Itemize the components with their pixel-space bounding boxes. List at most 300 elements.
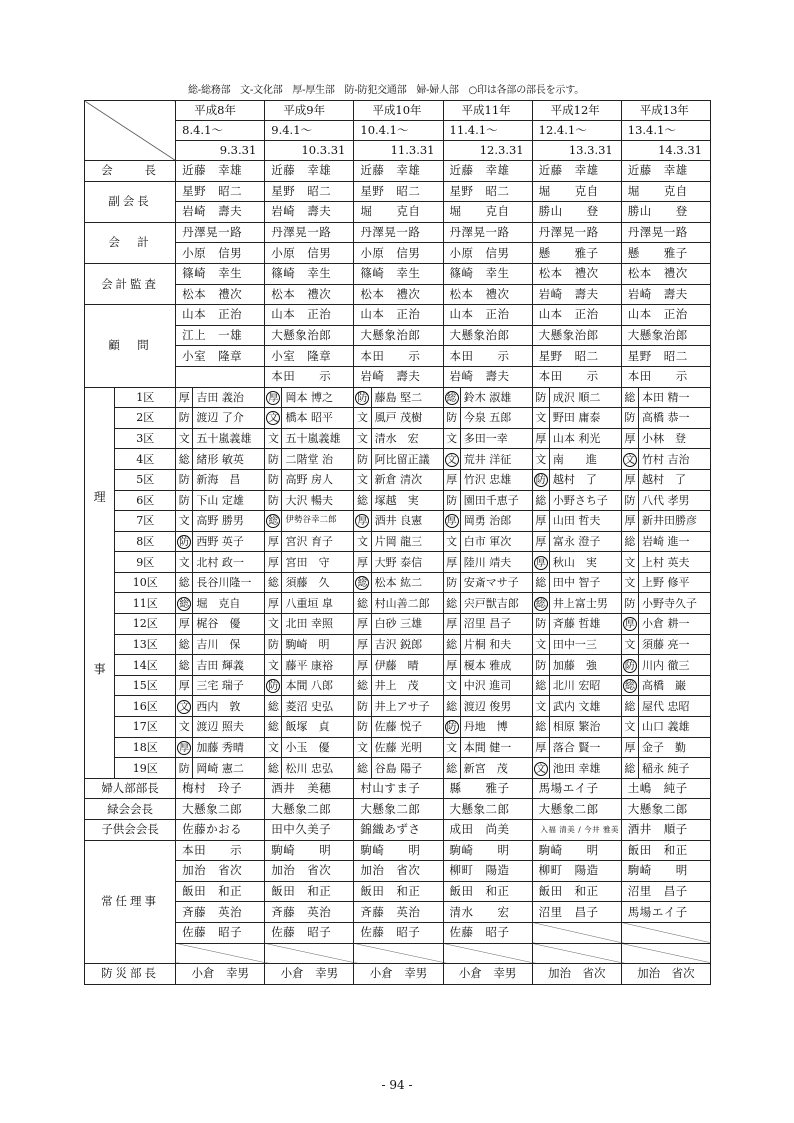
table-cell-name: 沼里 昌子 (532, 902, 621, 923)
label-spacer (85, 508, 114, 658)
director-name: 高野 勝男 (193, 511, 265, 532)
table-cell-name: 村山すま子 (354, 778, 443, 799)
director-name: 成沢 順二 (549, 387, 621, 408)
department-code (621, 614, 638, 635)
director-name: 宮田 守 (282, 552, 354, 573)
header-start-date: 11.4.1～ (443, 121, 532, 141)
director-name: 藤平 康裕 (282, 655, 354, 676)
department-code: 文 (265, 428, 282, 449)
department-code: 防 (621, 593, 638, 614)
department-code: 厚 (443, 552, 460, 573)
table-cell-name: 小原 信男 (265, 243, 354, 264)
table-cell-name: 星野 昭二 (176, 181, 265, 202)
director-name: 荒井 洋征 (460, 449, 532, 470)
table-cell-name: 小原 信男 (443, 243, 532, 264)
district-label: 11区 (115, 593, 176, 614)
director-name: 竹沢 忠雄 (460, 469, 532, 490)
department-code (265, 511, 282, 532)
director-name: 宮沢 育子 (282, 531, 354, 552)
department-code: 厚 (176, 387, 193, 408)
department-code: 文 (621, 572, 638, 593)
table-cell-name: 懸 雅子 (621, 243, 710, 264)
table-cell-name: 山本 正治 (443, 305, 532, 326)
department-code: 厚 (354, 655, 371, 676)
director-name: 菱沼 史弘 (282, 696, 354, 717)
table-cell-name: 大懸象二郎 (621, 799, 710, 820)
director-name: 岡勇 治郎 (460, 511, 532, 532)
director-name: 吉田 輝義 (193, 655, 265, 676)
header-start-date: 12.4.1～ (532, 121, 621, 141)
table-cell-name: 本田 示 (532, 366, 621, 387)
table-cell-name (176, 366, 265, 387)
table-cell-name: 駒崎 明 (354, 840, 443, 861)
department-code: 文 (176, 552, 193, 573)
department-code: 防 (265, 634, 282, 655)
director-name: 鈴木 淑雄 (460, 387, 532, 408)
empty-cell-diagonal (265, 943, 354, 964)
table-cell-name: 飯田 和正 (621, 840, 710, 861)
director-name: 阿比留正議 (371, 449, 443, 470)
director-name: 陸川 靖夫 (460, 552, 532, 573)
table-cell-name: 加治 省次 (265, 861, 354, 882)
department-code: 総 (621, 531, 638, 552)
table-cell-name: 柳町 陽造 (443, 861, 532, 882)
table-cell-name: 加治 省次 (532, 964, 621, 985)
department-code (443, 387, 460, 408)
header-year: 平成10年 (354, 101, 443, 121)
department-code: 文 (354, 737, 371, 758)
table-cell-name: 岩崎 壽夫 (621, 284, 710, 305)
table-cell-name: 松本 禮次 (443, 284, 532, 305)
department-code: 文 (532, 634, 549, 655)
table-cell-name: 岩崎 壽夫 (443, 366, 532, 387)
director-name: 清水 宏 (371, 428, 443, 449)
director-name: 加藤 強 (549, 655, 621, 676)
table-cell-name: 松本 禮次 (621, 263, 710, 284)
department-head-circle: 防 (535, 475, 546, 487)
department-code: 文 (443, 675, 460, 696)
table-cell-name: 駒崎 明 (265, 840, 354, 861)
table-cell-name: 山本 正治 (265, 305, 354, 326)
table-cell-name: 錦織あずさ (354, 820, 443, 841)
department-code: 文 (354, 531, 371, 552)
department-code: 防 (443, 572, 460, 593)
table-cell-name: 堀 克自 (354, 202, 443, 223)
department-code (532, 469, 549, 490)
table-cell-name: 堀 克自 (621, 181, 710, 202)
table-cell-name: 本田 示 (621, 366, 710, 387)
table-cell-name: 丹澤晃一路 (176, 222, 265, 243)
director-name: 榎本 雅成 (460, 655, 532, 676)
director-name: 井上 茂 (371, 675, 443, 696)
department-code: 総 (443, 696, 460, 717)
district-label: 7区 (115, 511, 176, 532)
department-code: 総 (621, 758, 638, 779)
department-code: 防 (354, 449, 371, 470)
department-head-circle: 文 (535, 763, 546, 775)
table-cell-name: 星野 昭二 (621, 346, 710, 367)
department-code (354, 511, 371, 532)
table-cell-name: 本田 示 (265, 366, 354, 387)
table-cell-name: 飯田 和正 (532, 881, 621, 902)
department-code: 文 (176, 511, 193, 532)
header-end-date: 9.3.31 (176, 141, 265, 161)
director-name: 秋山 実 (549, 552, 621, 573)
table-cell-name: 星野 昭二 (532, 346, 621, 367)
table-cell-name: 岩崎 壽夫 (176, 202, 265, 223)
table-cell-name: 沼里 昌子 (621, 881, 710, 902)
director-name: 小倉 耕一 (638, 614, 710, 635)
department-head-circle: 厚 (624, 619, 635, 631)
district-label: 2区 (115, 408, 176, 429)
director-name: 相原 繁治 (549, 717, 621, 738)
officer-role-label: 会 長 (85, 161, 176, 182)
table-cell-name: 加治 省次 (176, 861, 265, 882)
department-code (621, 449, 638, 470)
directors-label-char-2: 事 (93, 661, 106, 676)
table-cell-name: 加治 省次 (354, 861, 443, 882)
director-name: 本間 八郎 (282, 675, 354, 696)
page-number: - 94 - (381, 1078, 413, 1092)
header-end-date: 12.3.31 (443, 141, 532, 161)
department-code: 総 (265, 696, 282, 717)
table-cell-name: 堀 克自 (532, 181, 621, 202)
empty-cell-diagonal (621, 922, 710, 943)
table-cell-name: 近藤 幸雄 (354, 161, 443, 182)
table-cell-name: 松本 禮次 (354, 284, 443, 305)
director-name: 本田 精一 (638, 387, 710, 408)
department-head-circle: 厚 (446, 516, 457, 528)
table-cell-name: 田中久美子 (265, 820, 354, 841)
director-name: 大沢 暢夫 (282, 490, 354, 511)
table-cell-name: 山本 正治 (176, 305, 265, 326)
department-head-circle: 総 (179, 598, 190, 610)
district-label: 16区 (115, 696, 176, 717)
department-code: 文 (621, 634, 638, 655)
table-cell-name: 駒崎 明 (532, 840, 621, 861)
director-name: 吉川 保 (193, 634, 265, 655)
director-name: 金子 勤 (638, 737, 710, 758)
table-cell-name: 勝山 登 (621, 202, 710, 223)
department-code: 総 (443, 758, 460, 779)
director-name: 富永 澄子 (549, 531, 621, 552)
header-start-date: 8.4.1～ (176, 121, 265, 141)
header-year: 平成9年 (265, 101, 354, 121)
district-label: 1区 (115, 387, 176, 408)
empty-cell-diagonal (354, 943, 443, 964)
department-code: 総 (621, 696, 638, 717)
department-code: 厚 (354, 634, 371, 655)
director-name: 渡辺 俊男 (460, 696, 532, 717)
table-cell-name: 丹澤晃一路 (621, 222, 710, 243)
department-code: 総 (176, 655, 193, 676)
director-name: 園田千恵子 (460, 490, 532, 511)
director-name: 五十嵐義雄 (193, 428, 265, 449)
table-cell-name: 酒井 順子 (621, 820, 710, 841)
department-code: 文 (532, 449, 549, 470)
table-cell-name: 柳町 陽造 (532, 861, 621, 882)
table-cell-name: 岩崎 壽夫 (354, 366, 443, 387)
table-cell-name: 加治 省次 (621, 964, 710, 985)
director-name: 竹村 吉治 (638, 449, 710, 470)
table-cell-name: 馬場エイ子 (532, 778, 621, 799)
department-code: 防 (443, 408, 460, 429)
empty-cell-diagonal (532, 922, 621, 943)
director-name: 大野 泰信 (371, 552, 443, 573)
director-name: 安斎マサ子 (460, 572, 532, 593)
directors-label-char-1: 理 (93, 489, 106, 504)
table-cell-name: 佐藤 昭子 (443, 922, 532, 943)
table-cell-name: 縣 雅子 (443, 778, 532, 799)
department-code: 総 (354, 758, 371, 779)
header-year: 平成12年 (532, 101, 621, 121)
director-name: 梶谷 優 (193, 614, 265, 635)
director-name: 堀 克自 (193, 593, 265, 614)
table-cell-name: 本田 示 (176, 840, 265, 861)
empty-cell-diagonal (443, 943, 532, 964)
empty-cell-diagonal (176, 943, 265, 964)
table-cell-name: 松本 禮次 (176, 284, 265, 305)
director-name: 田中一三 (549, 634, 621, 655)
director-name: 岩崎 進一 (638, 531, 710, 552)
director-name: 北田 幸照 (282, 614, 354, 635)
table-cell-name: 松本 禮次 (265, 284, 354, 305)
director-name: 駒崎 明 (282, 634, 354, 655)
department-code: 防 (532, 387, 549, 408)
table-cell-name: 飯田 和正 (354, 881, 443, 902)
table-cell-name: 松本 禮次 (532, 263, 621, 284)
director-name: 岡本 博之 (282, 387, 354, 408)
director-name: 小野さち子 (549, 490, 621, 511)
department-code: 防 (265, 490, 282, 511)
department-code: 防 (265, 469, 282, 490)
director-name: 新宮 茂 (460, 758, 532, 779)
district-label: 14区 (115, 655, 176, 676)
table-cell-name: 小原 信男 (354, 243, 443, 264)
director-name: 白市 軍次 (460, 531, 532, 552)
district-label: 12区 (115, 614, 176, 635)
table-cell-name: 大懸象二郎 (532, 799, 621, 820)
director-name: 中沢 進司 (460, 675, 532, 696)
department-code: 防 (176, 408, 193, 429)
director-name: 井上アサ子 (371, 696, 443, 717)
table-cell-name: 成田 尚美 (443, 820, 532, 841)
director-name: 池田 幸雄 (549, 758, 621, 779)
director-name: 村山善二郎 (371, 593, 443, 614)
table-cell-name: 山本 正治 (621, 305, 710, 326)
director-name: 越村 了 (549, 469, 621, 490)
department-code: 厚 (621, 737, 638, 758)
department-code: 文 (532, 408, 549, 429)
table-cell-name: 篠崎 幸生 (443, 263, 532, 284)
department-head-circle: 総 (446, 392, 457, 404)
department-code: 文 (354, 408, 371, 429)
table-cell-name: 駒崎 明 (621, 861, 710, 882)
district-label: 5区 (115, 469, 176, 490)
department-code: 防 (265, 449, 282, 470)
table-cell-name: 近藤 幸雄 (176, 161, 265, 182)
district-label: 8区 (115, 531, 176, 552)
director-name: 伊勢谷幸二郎 (282, 511, 354, 532)
table-cell-name: 懸 雅子 (532, 243, 621, 264)
table-cell-name: 小倉 幸男 (265, 964, 354, 985)
director-name: 飯塚 貞 (282, 717, 354, 738)
table-cell-name: 斉藤 英治 (176, 902, 265, 923)
director-name: 渡辺 了介 (193, 408, 265, 429)
department-code: 厚 (443, 469, 460, 490)
department-code (532, 552, 549, 573)
table-cell-name: 入福 清美 / 今井 雅美 (532, 820, 621, 841)
department-code: 厚 (176, 675, 193, 696)
header-end-date: 11.3.31 (354, 141, 443, 161)
department-code: 厚 (621, 511, 638, 532)
department-code: 厚 (443, 614, 460, 635)
department-code: 文 (532, 696, 549, 717)
table-cell-name: 大懸象治郎 (532, 325, 621, 346)
department-code: 文 (176, 428, 193, 449)
director-name: 西野 英子 (193, 531, 265, 552)
department-head-circle: 防 (179, 536, 190, 548)
director-name: 高橋 巌 (638, 675, 710, 696)
department-code: 防 (443, 490, 460, 511)
department-code: 厚 (532, 737, 549, 758)
department-code: 総 (265, 717, 282, 738)
director-name: 藤島 堅二 (371, 387, 443, 408)
director-name: 斉藤 哲雄 (549, 614, 621, 635)
header-year: 平成11年 (443, 101, 532, 121)
table-cell-name: 近藤 幸雄 (532, 161, 621, 182)
department-code: 文 (621, 717, 638, 738)
director-name: 小野寺久子 (638, 593, 710, 614)
department-code: 厚 (265, 531, 282, 552)
director-name: 高野 房人 (282, 469, 354, 490)
director-name: 沼里 昌子 (460, 614, 532, 635)
director-name: 新井田勝彦 (638, 511, 710, 532)
department-code (621, 655, 638, 676)
director-name: 山本 利光 (549, 428, 621, 449)
department-code: 総 (354, 490, 371, 511)
department-code: 総 (532, 717, 549, 738)
director-name: 小玉 優 (282, 737, 354, 758)
director-name: 川内 徹三 (638, 655, 710, 676)
department-code: 防 (176, 469, 193, 490)
table-cell-name: 丹澤晃一路 (443, 222, 532, 243)
department-code: 文 (354, 428, 371, 449)
department-code: 文 (443, 428, 460, 449)
department-code (443, 449, 460, 470)
director-name: 宍戸獣吉郎 (460, 593, 532, 614)
department-head-circle: 防 (624, 660, 635, 672)
department-code: 総 (621, 387, 638, 408)
department-head-circle: 厚 (357, 516, 368, 528)
officer-role-label: 顧 問 (85, 305, 176, 387)
table-cell-name: 佐藤 昭子 (176, 922, 265, 943)
director-name: 佐藤 悦子 (371, 717, 443, 738)
table-cell-name: 近藤 幸雄 (265, 161, 354, 182)
table-cell-name: 梅村 玲子 (176, 778, 265, 799)
district-label: 3区 (115, 428, 176, 449)
table-cell-name: 江上 一雄 (176, 325, 265, 346)
department-code: 総 (265, 758, 282, 779)
table-cell-name: 小倉 幸男 (443, 964, 532, 985)
department-code: 厚 (532, 428, 549, 449)
department-code: 総 (176, 634, 193, 655)
department-code: 防 (176, 490, 193, 511)
director-name: 新海 昌 (193, 469, 265, 490)
director-name: 松本 紘二 (371, 572, 443, 593)
department-code: 厚 (532, 511, 549, 532)
header-end-date: 13.3.31 (532, 141, 621, 161)
director-name: 風戸 茂樹 (371, 408, 443, 429)
department-code: 防 (532, 655, 549, 676)
table-cell-name: 大懸象治郎 (265, 325, 354, 346)
director-name: 屋代 忠昭 (638, 696, 710, 717)
table-cell-name: 岩崎 壽夫 (265, 202, 354, 223)
director-name: 山田 哲夫 (549, 511, 621, 532)
table-cell-name: 佐藤 昭子 (265, 922, 354, 943)
department-code: 総 (354, 593, 371, 614)
table-cell-name: 小倉 幸男 (176, 964, 265, 985)
table-cell-name: 大懸象治郎 (621, 325, 710, 346)
department-code: 総 (265, 572, 282, 593)
standing-directors-label: 常任理事 (85, 840, 176, 964)
header-start-date: 10.4.1～ (354, 121, 443, 141)
department-code (532, 758, 549, 779)
table-cell-name: 堀 克自 (443, 202, 532, 223)
department-code (532, 593, 549, 614)
director-name: 須藤 久 (282, 572, 354, 593)
table-cell-name: 飯田 和正 (176, 881, 265, 902)
table-cell-name: 丹澤晃一路 (265, 222, 354, 243)
table-cell-name: 小室 隆章 (176, 346, 265, 367)
director-name: 三宅 瑞子 (193, 675, 265, 696)
district-label: 18区 (115, 737, 176, 758)
director-name: 井上富士男 (549, 593, 621, 614)
department-head-circle: 防 (268, 681, 279, 693)
director-name: 白砂 三雄 (371, 614, 443, 635)
department-code: 総 (176, 572, 193, 593)
department-head-circle: 文 (179, 701, 190, 713)
table-cell-name: 篠崎 幸生 (354, 263, 443, 284)
district-label: 6区 (115, 490, 176, 511)
role-label: 緑会会長 (85, 799, 176, 820)
department-code: 厚 (621, 469, 638, 490)
director-name: 八代 孝男 (638, 490, 710, 511)
department-head-circle: 厚 (179, 742, 190, 754)
department-code: 防 (354, 696, 371, 717)
table-cell-name: 大懸象二郎 (443, 799, 532, 820)
table-cell-name: 清水 宏 (443, 902, 532, 923)
table-cell-name: 飯田 和正 (265, 881, 354, 902)
table-cell-name: 大懸象治郎 (354, 325, 443, 346)
table-cell-name: 篠崎 幸生 (176, 263, 265, 284)
director-name: 加藤 秀晴 (193, 737, 265, 758)
director-name: 二階堂 治 (282, 449, 354, 470)
empty-cell-diagonal (532, 943, 621, 964)
department-head-circle: 文 (268, 413, 279, 425)
legend-note: 総-総務部 文-文化部 厚-厚生部 防-防犯交通部 婦-婦人部 ○印は各部の部長を示す。 (188, 85, 585, 96)
header-end-date: 10.3.31 (265, 141, 354, 161)
header-year: 平成13年 (621, 101, 710, 121)
department-code: 総 (532, 490, 549, 511)
district-label: 9区 (115, 552, 176, 573)
director-name: 上村 英夫 (638, 552, 710, 573)
director-name: 今泉 五郎 (460, 408, 532, 429)
table-cell-name: 篠崎 幸生 (265, 263, 354, 284)
director-name: 多田一幸 (460, 428, 532, 449)
department-code: 防 (621, 408, 638, 429)
table-cell-name: 星野 昭二 (354, 181, 443, 202)
